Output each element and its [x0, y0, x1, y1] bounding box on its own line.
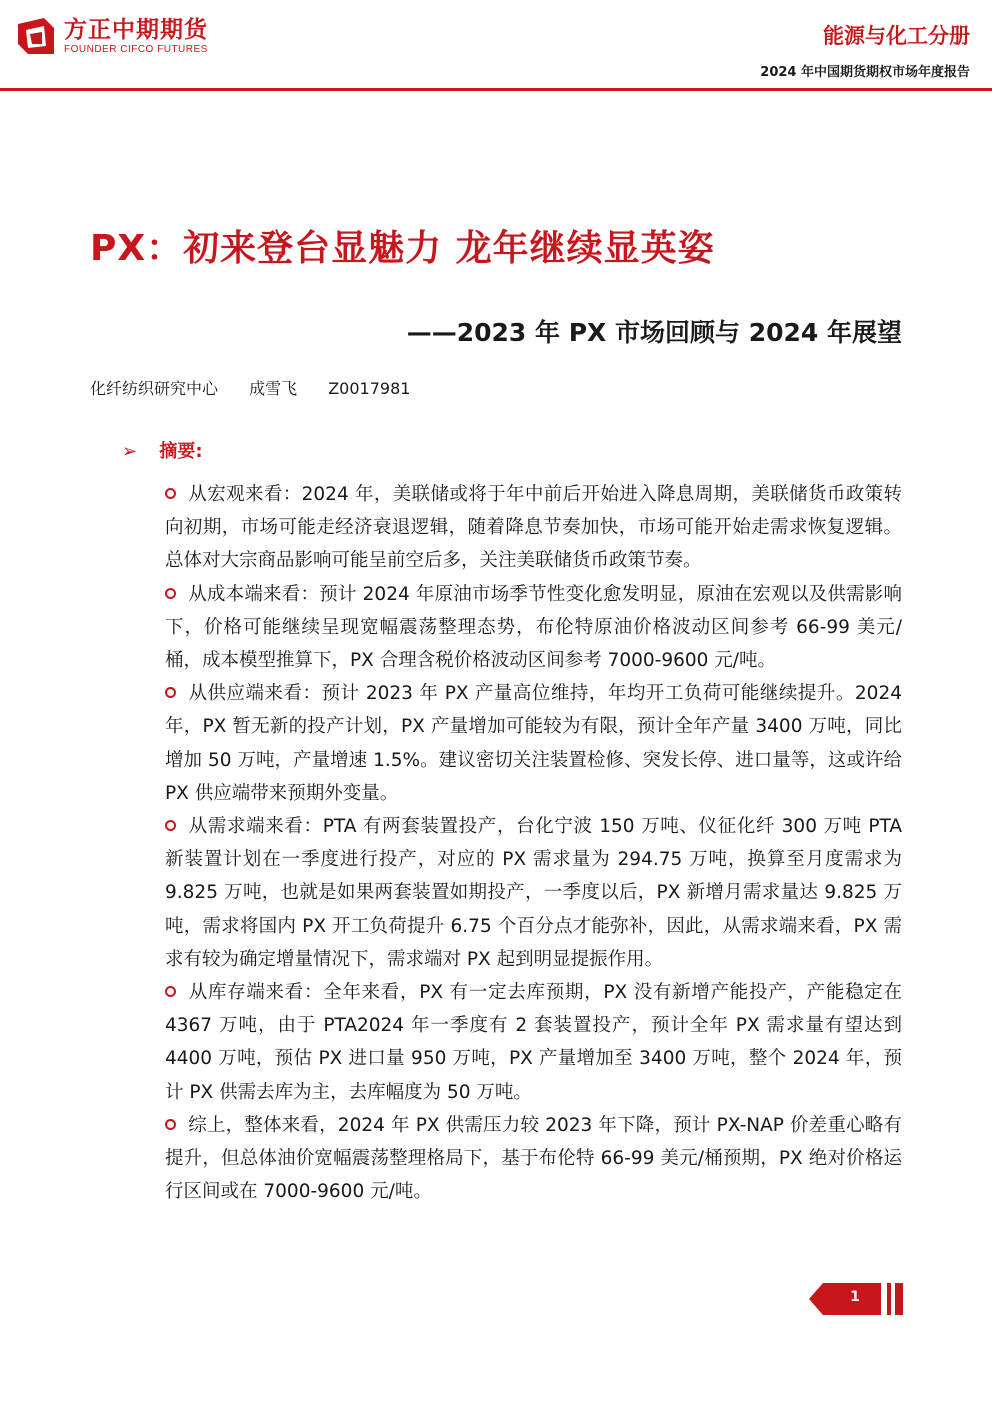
circle-bullet-icon: [165, 488, 176, 499]
circle-bullet-icon: [165, 820, 176, 831]
abstract-label: 摘要:: [159, 441, 203, 462]
abstract-paragraph: 从需求端来看：PTA 有两套装置投产，台化宁波 150 万吨、仪征化纤 300 万吨 PTA 新装置计划在一季度进行投产，对应的 PX 需求量为 294.75 万吨，换算至月度需求为 9.825 万吨，也就是如果两套装置如期投产，一季度以后，PX 新增月需求量达 9.825 万吨，需求将国内 PX 开工负荷提升 6.75 个百分点才能弥补，因此，从需求端来看，PX 需求有较为确定增量情况下，需求端对 PX 起到明显提振作用。: [165, 816, 902, 970]
logo-mark-icon: [14, 14, 58, 58]
circle-bullet-icon: [165, 986, 176, 997]
company-logo: [14, 14, 214, 62]
page-number-badge: [809, 1283, 903, 1315]
header-divider: [0, 88, 992, 91]
abstract-body: [165, 478, 902, 1208]
document-subtitle: ——2023 年 PX 市场回顾与 2024 年展望: [406, 318, 902, 347]
abstract-paragraph: 从库存端来看：全年来看，PX 有一定去库预期，PX 没有新增产能投产，产能稳定在 4367 万吨，由于 PTA2024 年一季度有 2 套装置投产，预计全年 PX 需求量有望达到 4400 万吨，预估 PX 进口量 950 万吨，PX 产量增加至 3400 万吨，整个 2024 年，预计 PX 供需去库为主，去库幅度为 50 万吨。: [165, 982, 902, 1103]
logo-text-cn: 方正中期期货: [64, 17, 208, 43]
report-title: 2024 年中国期货期权市场年度报告: [760, 65, 970, 80]
abstract-paragraph: 从宏观来看：2024 年，美联储或将于年中前后开始进入降息周期，美联储货币政策转向初期，市场可能走经济衰退逻辑，随着降息节奏加快，市场可能开始走需求恢复逻辑。总体对大宗商品影响可能呈前空后多，关注美联储货币政策节奏。: [165, 484, 902, 572]
circle-bullet-icon: [165, 1119, 176, 1130]
author-id: Z0017981: [328, 379, 411, 398]
author-name: 成雪飞: [249, 379, 298, 398]
abstract-paragraph: 综上，整体来看，2024 年 PX 供需压力较 2023 年下降，预计 PX-NAP 价差重心略有提升，但总体油价宽幅震荡整理格局下，基于布伦特 66-99 美元/桶预期，PX 绝对价格运行区间或在 7000-9600 元/吨。: [165, 1114, 902, 1203]
abstract-heading: [122, 437, 203, 463]
circle-bullet-icon: [165, 588, 176, 599]
logo-text-en: FOUNDER CIFCO FUTURES: [64, 44, 208, 55]
author-line: [90, 376, 436, 399]
page-number: 1: [850, 1289, 860, 1305]
abstract-paragraph: 从成本端来看：预计 2024 年原油市场季节性变化愈发明显，原油在宏观以及供需影响下，价格可能继续呈现宽幅震荡整理态势，布伦特原油价格波动区间参考 66-99 美元/桶，成本模型推算下，PX 合理含税价格波动区间参考 7000-9600 元/吨。: [165, 583, 902, 672]
document-title: PX：初来登台显魅力 龙年继续显英姿: [90, 228, 715, 269]
abstract-paragraph: 从供应端来看：预计 2023 年 PX 产量高位维持，年均开工负荷可能继续提升。2024 年，PX 暂无新的投产计划，PX 产量增加可能较为有限，预计全年产量 3400 万吨，同比增加 50 万吨，产量增速 1.5%。建议密切关注装置检修、突发长停、进口量等，这或许给 PX 供应端带来预期外变量。: [165, 683, 902, 804]
circle-bullet-icon: [165, 687, 176, 698]
chevron-right-icon: ➢: [122, 441, 138, 462]
section-title: 能源与化工分册: [823, 24, 970, 48]
research-center: 化纤纺织研究中心: [90, 379, 219, 398]
